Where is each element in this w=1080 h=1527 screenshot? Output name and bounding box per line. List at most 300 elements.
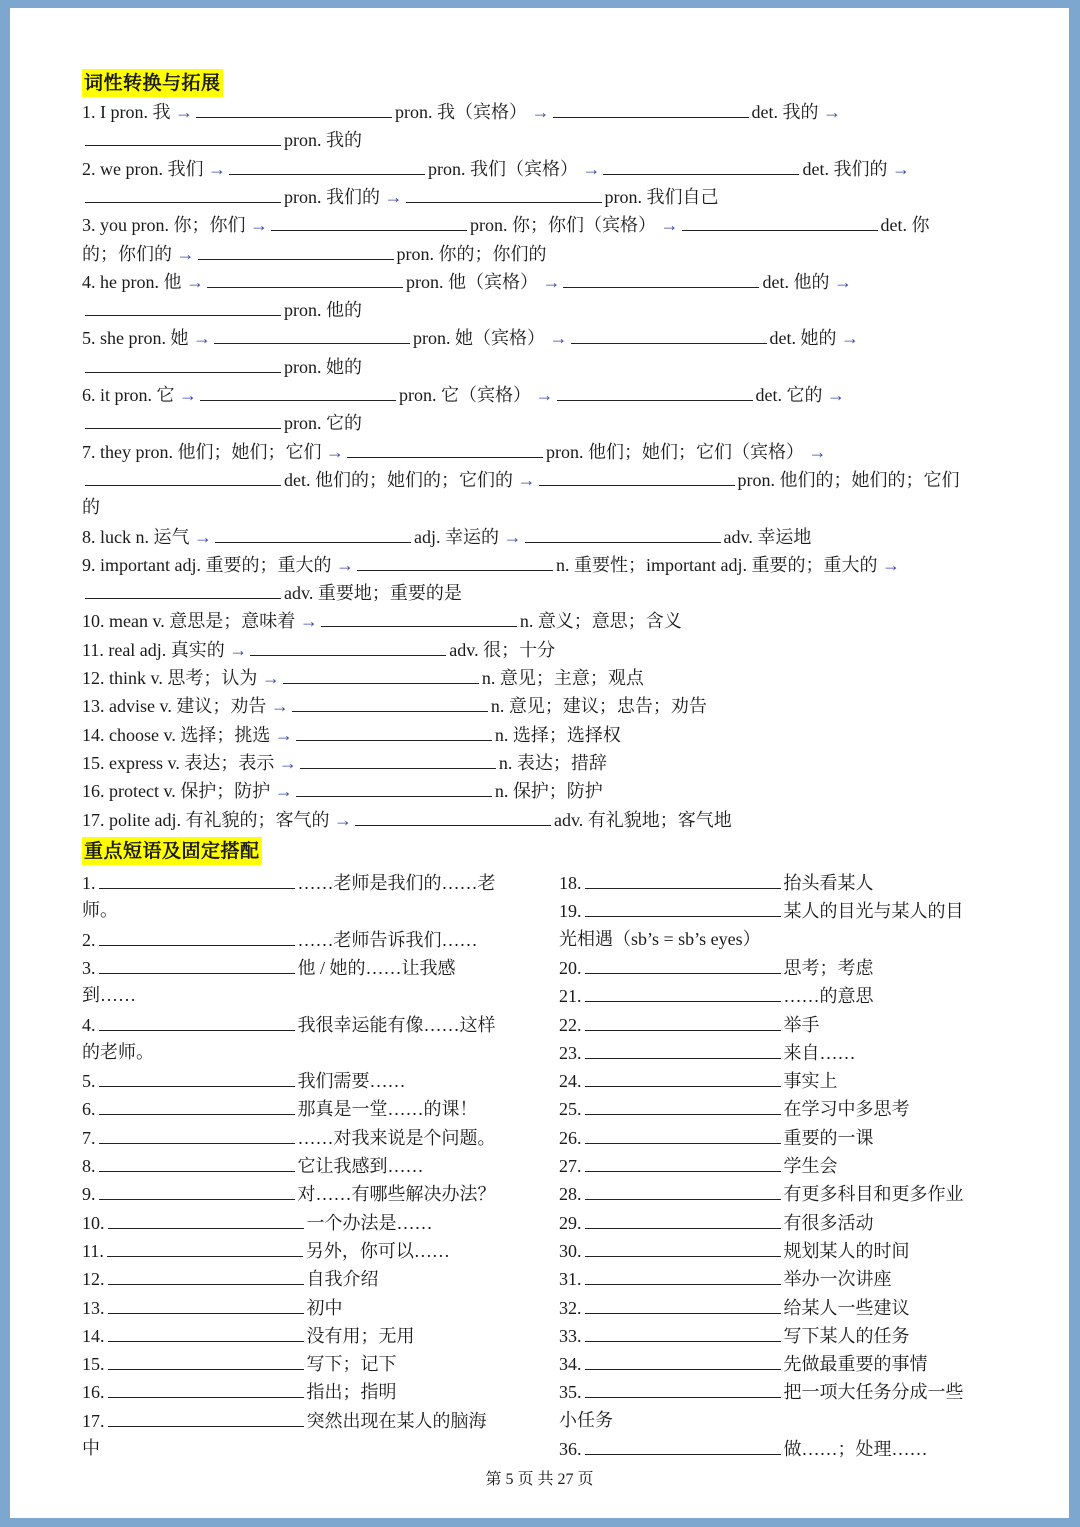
line-text: adv. 有礼貌地；客气地	[553, 809, 732, 830]
answer-blank[interactable]	[525, 522, 721, 543]
line-text: 9. important adj. 重要的；重大的	[82, 554, 336, 575]
arrow-icon: →	[808, 441, 827, 462]
answer-blank[interactable]	[200, 380, 396, 401]
phrase-right-line	[559, 1377, 964, 1405]
answer-blank[interactable]	[585, 1434, 781, 1455]
arrow-icon: →	[175, 102, 193, 122]
line-text: 在学习中多思考	[783, 1099, 910, 1120]
line-text: 5.	[82, 1071, 96, 1092]
answer-blank[interactable]	[585, 1321, 781, 1342]
answer-blank[interactable]	[229, 154, 425, 175]
line-text: 给某人一些建议	[783, 1297, 910, 1318]
phrase-left-line	[82, 1179, 496, 1207]
answer-blank[interactable]	[99, 953, 295, 974]
line-text: n. 意见；建议；忠告；劝告	[490, 696, 707, 717]
line-text: 规划某人的时间	[783, 1240, 910, 1261]
line-text: n. 选择；选择权	[494, 724, 621, 745]
phrase-left-line	[82, 1264, 379, 1292]
line-text: 重要的一课	[783, 1127, 874, 1148]
phrase-right-line	[559, 1349, 928, 1377]
line-text: pron. 我们的	[284, 186, 385, 207]
page-footer: 第 5 页 共 27 页	[485, 1471, 594, 1488]
line-text: 16. protect v. 保护；防护	[82, 781, 275, 802]
line-text: 11. real adj. 真实的	[82, 639, 230, 660]
answer-blank[interactable]	[107, 1236, 303, 1257]
answer-blank[interactable]	[603, 154, 799, 175]
phrase-left-line	[82, 1094, 478, 1122]
line-text: 自我介绍	[306, 1269, 379, 1290]
word-forms-line	[82, 182, 719, 210]
phrase-left-line	[82, 1349, 397, 1377]
answer-blank[interactable]	[108, 1208, 304, 1229]
word-forms-line	[82, 465, 960, 493]
line-text: 9.	[82, 1184, 96, 1205]
answer-blank[interactable]	[85, 125, 281, 146]
phrase-right-line	[559, 1434, 928, 1462]
phrase-right-line	[559, 1151, 838, 1179]
line-text: 1.	[82, 873, 96, 893]
answer-blank[interactable]	[585, 1349, 781, 1370]
phrase-right-line	[559, 1179, 964, 1207]
line-text: 写下；记下	[306, 1354, 397, 1375]
arrow-icon: →	[207, 158, 226, 179]
word-forms-line	[82, 154, 910, 182]
phrase-left-line	[82, 1293, 343, 1321]
answer-blank[interactable]	[585, 868, 781, 889]
line-text: 一个办法是……	[306, 1212, 433, 1233]
line-text: 初中	[306, 1297, 343, 1318]
line-text: 26.	[559, 1127, 582, 1148]
arrow-icon: →	[549, 328, 568, 349]
arrow-icon: →	[542, 271, 561, 292]
line-text: 中	[82, 1438, 100, 1458]
phrase-right-line	[559, 1321, 910, 1349]
answer-blank[interactable]	[85, 182, 281, 203]
answer-blank[interactable]	[539, 465, 735, 486]
line-text: 抬头看某人	[783, 873, 874, 893]
answer-blank[interactable]	[585, 1010, 781, 1031]
word-forms-line	[82, 267, 852, 295]
phrase-left-line	[82, 1066, 406, 1094]
answer-blank[interactable]	[214, 323, 410, 344]
answer-blank[interactable]	[563, 267, 759, 288]
phrase-left-line	[82, 1406, 487, 1434]
arrow-icon: →	[176, 243, 195, 264]
answer-blank[interactable]	[99, 1151, 295, 1172]
line-text: 有更多科目和更多作业	[783, 1184, 964, 1205]
arrow-icon: →	[250, 215, 268, 236]
answer-blank[interactable]	[99, 1179, 295, 1200]
word-forms-line	[82, 239, 547, 267]
line-text: pron. 她的	[284, 356, 362, 377]
line-text: 31.	[559, 1269, 582, 1290]
line-text: 某人的目光与某人的目	[783, 901, 964, 922]
line-text: 指出；指明	[306, 1382, 397, 1403]
line-text: 4. he pron. 他	[82, 271, 186, 292]
answer-blank[interactable]	[85, 408, 281, 429]
line-text: 15.	[82, 1354, 105, 1375]
phrase-left-line	[82, 981, 136, 1009]
arrow-icon: →	[335, 554, 354, 575]
answer-blank[interactable]	[355, 805, 551, 826]
line-text: det. 你	[880, 215, 930, 236]
word-forms-line	[82, 125, 362, 153]
word-forms-line	[82, 748, 607, 776]
line-text: 他 / 她的……让我感	[297, 957, 456, 978]
answer-blank[interactable]	[300, 748, 496, 769]
line-text: det. 她的	[769, 328, 841, 349]
line-text: 思考；考虑	[783, 957, 874, 978]
line-text: 3. you pron. 你；你们	[82, 215, 250, 236]
line-text: 34.	[559, 1354, 582, 1375]
line-text: pron. 你；你们（宾格）	[470, 215, 661, 236]
line-text: 13.	[82, 1297, 105, 1318]
line-text: n. 表达；措辞	[498, 752, 607, 773]
line-text: 18.	[559, 873, 582, 893]
answer-blank[interactable]	[585, 1179, 781, 1200]
answer-blank[interactable]	[99, 868, 295, 889]
arrow-icon: →	[299, 611, 318, 632]
line-text: 小任务	[559, 1409, 613, 1430]
arrow-icon: →	[179, 385, 197, 405]
answer-blank[interactable]	[292, 691, 488, 712]
line-text: pron. 他们的；她们的；它们	[737, 469, 960, 490]
phrase-right-line	[559, 925, 761, 953]
line-text: 17.	[82, 1410, 105, 1431]
answer-blank[interactable]	[321, 606, 517, 627]
line-text: 29.	[559, 1212, 582, 1233]
line-text: 23.	[559, 1042, 582, 1063]
arrow-icon: →	[270, 696, 289, 717]
phrase-left-line	[82, 1010, 496, 1038]
line-text: 到……	[82, 985, 136, 1006]
phrase-left-line	[82, 1151, 424, 1179]
line-text: det. 我们的	[802, 158, 892, 179]
line-text: adv. 幸运地	[723, 526, 812, 547]
word-forms-line	[82, 606, 682, 634]
phrase-right-line	[559, 1010, 820, 1038]
phrase-right-line	[559, 896, 964, 924]
line-text: 先做最重要的事情	[783, 1354, 928, 1375]
phrase-left-line	[82, 1123, 496, 1151]
arrow-icon: →	[823, 102, 841, 122]
arrow-icon: →	[274, 781, 293, 802]
arrow-icon: →	[274, 724, 293, 745]
line-text: 22.	[559, 1014, 582, 1035]
answer-blank[interactable]	[585, 1066, 781, 1087]
answer-blank[interactable]	[99, 1123, 295, 1144]
answer-blank[interactable]	[283, 663, 479, 684]
line-text: 32.	[559, 1297, 582, 1318]
line-text: 另外，你可以……	[305, 1240, 450, 1261]
answer-blank[interactable]	[108, 1321, 304, 1342]
line-text: ……老师是我们的……老	[297, 873, 496, 893]
answer-blank[interactable]	[108, 1406, 304, 1427]
line-text: 举办一次讲座	[783, 1269, 892, 1290]
line-text: 做……；处理……	[783, 1439, 928, 1459]
word-forms-line	[82, 493, 100, 521]
section-title-phrases: 重点短语及固定搭配	[82, 837, 262, 865]
word-forms-line	[82, 550, 900, 578]
word-forms-line	[82, 210, 930, 238]
line-text: 2. we pron. 我们	[82, 158, 208, 179]
line-text: 举手	[783, 1014, 820, 1035]
arrow-icon: →	[535, 385, 554, 405]
line-text: 我很幸运能有像……这样	[297, 1014, 496, 1035]
answer-blank[interactable]	[196, 97, 392, 118]
arrow-icon: →	[194, 526, 212, 547]
word-forms-line	[82, 97, 841, 125]
answer-blank[interactable]	[347, 437, 543, 458]
arrow-icon: →	[660, 215, 679, 236]
phrase-left-line	[82, 953, 456, 981]
line-text: 的老师。	[82, 1041, 154, 1062]
word-forms-line	[82, 380, 845, 408]
phrase-right-line	[559, 1406, 613, 1434]
line-text: pron. 它（宾格）	[399, 385, 536, 405]
arrow-icon: →	[841, 328, 859, 349]
line-text: 光相遇（sb’s = sb’s eyes）	[559, 928, 761, 949]
phrase-right-line	[559, 1066, 838, 1094]
answer-blank[interactable]	[85, 295, 281, 316]
line-text: det. 我的	[751, 102, 823, 122]
answer-blank[interactable]	[99, 1094, 295, 1115]
word-forms-line	[82, 522, 811, 550]
word-forms-line	[82, 805, 732, 833]
phrase-left-line	[82, 925, 478, 953]
phrase-left-line	[82, 868, 496, 896]
phrase-right-line	[559, 1236, 910, 1264]
line-text: n. 保护；防护	[494, 781, 603, 802]
line-text: 7.	[82, 1127, 96, 1148]
line-text: 6.	[82, 1099, 96, 1120]
line-text: 7. they pron. 他们；她们；它们	[82, 441, 326, 462]
line-text: 4.	[82, 1014, 96, 1035]
arrow-icon: →	[384, 186, 403, 207]
phrase-right-line	[559, 1094, 910, 1122]
arrow-icon: →	[333, 809, 352, 830]
line-text: 的；你们的	[82, 243, 177, 264]
answer-blank[interactable]	[406, 182, 602, 203]
line-text: 35.	[559, 1382, 582, 1403]
answer-blank[interactable]	[585, 896, 781, 917]
arrow-icon: →	[531, 102, 550, 122]
answer-blank[interactable]	[108, 1349, 304, 1370]
line-text: adv. 重要地；重要的是	[284, 583, 462, 604]
line-text: 36.	[559, 1439, 582, 1459]
phrase-left-line	[82, 896, 118, 924]
answer-blank[interactable]	[357, 550, 553, 571]
line-text: n. 意见；主意；观点	[481, 668, 644, 688]
arrow-icon: →	[827, 385, 845, 405]
line-text: pron. 我的	[284, 130, 362, 151]
word-forms-line	[82, 635, 555, 663]
line-text: n. 重要性；important adj. 重要的；重大的	[555, 554, 882, 575]
arrow-icon: →	[325, 441, 344, 462]
arrow-icon: →	[193, 328, 211, 349]
line-text: 学生会	[783, 1156, 838, 1176]
arrow-icon: →	[582, 158, 601, 179]
line-text: ……的意思	[783, 986, 874, 1007]
line-text: 8. luck n. 运气	[82, 526, 194, 547]
section-title-word-forms: 词性转换与拓展	[82, 69, 223, 97]
arrow-icon: →	[278, 752, 297, 773]
answer-blank[interactable]	[585, 1038, 781, 1059]
line-text: 14.	[82, 1325, 105, 1346]
arrow-icon: →	[833, 271, 852, 292]
line-text: 来自……	[783, 1042, 856, 1063]
word-forms-line	[82, 578, 462, 606]
line-text: 有很多活动	[783, 1212, 874, 1233]
answer-blank[interactable]	[585, 1236, 781, 1257]
line-text: 5. she pron. 她	[82, 328, 193, 349]
line-text: 13. advise v. 建议；劝告	[82, 696, 271, 717]
line-text: 突然出现在某人的脑海	[306, 1410, 487, 1431]
answer-blank[interactable]	[571, 323, 767, 344]
answer-blank[interactable]	[585, 1123, 781, 1144]
line-text: n. 意义；意思；含义	[519, 611, 682, 632]
line-text: pron. 我（宾格）	[395, 102, 532, 122]
line-text: 20.	[559, 957, 582, 978]
line-text: 3.	[82, 957, 96, 978]
word-forms-line	[82, 691, 707, 719]
phrase-right-line	[559, 868, 874, 896]
line-text: 21.	[559, 986, 582, 1007]
document-page	[10, 8, 1069, 1518]
line-text: 24.	[559, 1071, 582, 1092]
answer-blank[interactable]	[585, 1377, 781, 1398]
answer-blank[interactable]	[99, 1010, 295, 1031]
line-text: pron. 他（宾格）	[405, 271, 543, 292]
answer-blank[interactable]	[585, 953, 781, 974]
answer-blank[interactable]	[585, 1094, 781, 1115]
answer-blank[interactable]	[108, 1293, 304, 1314]
arrow-icon: →	[517, 469, 536, 490]
word-forms-line	[82, 295, 362, 323]
line-text: 12. think v. 思考；认为	[82, 668, 262, 688]
answer-blank[interactable]	[108, 1377, 304, 1398]
line-text: ……老师告诉我们……	[297, 929, 478, 950]
line-text: pron. 他们；她们；它们（宾格）	[545, 441, 809, 462]
line-text: pron. 我们自己	[604, 186, 719, 207]
answer-blank[interactable]	[99, 1066, 295, 1087]
answer-blank[interactable]	[296, 720, 492, 741]
line-text: det. 它的	[755, 385, 827, 405]
answer-blank[interactable]	[585, 1151, 781, 1172]
line-text: 30.	[559, 1240, 582, 1261]
phrase-right-line	[559, 1123, 874, 1151]
line-text: 它让我感到……	[297, 1156, 424, 1176]
phrase-left-line	[82, 1321, 415, 1349]
word-forms-line	[82, 323, 859, 351]
line-text: 17. polite adj. 有礼貌的；客气的	[82, 809, 334, 830]
answer-blank[interactable]	[585, 1208, 781, 1229]
answer-blank[interactable]	[207, 267, 403, 288]
line-text: pron. 它的	[284, 413, 362, 434]
answer-blank[interactable]	[557, 380, 753, 401]
answer-blank[interactable]	[682, 210, 878, 231]
answer-blank[interactable]	[250, 635, 446, 656]
answer-blank[interactable]	[296, 776, 492, 797]
phrase-right-line	[559, 1264, 892, 1292]
line-text: 我们需要……	[297, 1071, 406, 1092]
line-text: 对……有哪些解决办法？	[297, 1184, 496, 1205]
answer-blank[interactable]	[99, 925, 295, 946]
answer-blank[interactable]	[585, 981, 781, 1002]
line-text: 11.	[82, 1240, 104, 1261]
word-forms-line	[82, 776, 603, 804]
phrase-left-line	[82, 1377, 397, 1405]
line-text: 28.	[559, 1184, 582, 1205]
word-forms-line	[82, 437, 826, 465]
arrow-icon: →	[261, 668, 280, 688]
line-text: 16.	[82, 1382, 105, 1403]
line-text: 1. I pron. 我	[82, 102, 175, 122]
line-text: 那真是一堂……的课！	[297, 1099, 478, 1120]
phrase-left-line	[82, 1208, 433, 1236]
answer-blank[interactable]	[271, 210, 467, 231]
arrow-icon: →	[229, 639, 248, 660]
line-text: 事实上	[783, 1071, 838, 1092]
answer-blank[interactable]	[585, 1264, 781, 1285]
line-text: 27.	[559, 1156, 582, 1176]
answer-blank[interactable]	[585, 1293, 781, 1314]
line-text: adv. 很；十分	[449, 639, 556, 660]
answer-blank[interactable]	[553, 97, 749, 118]
line-text: 师。	[82, 900, 118, 921]
phrase-right-line	[559, 981, 874, 1009]
arrow-icon: →	[881, 554, 900, 575]
word-forms-line	[82, 352, 362, 380]
answer-blank[interactable]	[85, 352, 281, 373]
line-text: 33.	[559, 1325, 582, 1346]
line-text: 2.	[82, 929, 96, 950]
line-text: 没有用；无用	[306, 1325, 415, 1346]
phrase-right-line	[559, 1293, 910, 1321]
arrow-icon: →	[891, 158, 910, 179]
line-text: 15. express v. 表达；表示	[82, 752, 279, 773]
phrase-right-line	[559, 1208, 874, 1236]
phrase-right-line	[559, 1038, 856, 1066]
line-text: 的	[82, 497, 100, 518]
line-text: 8.	[82, 1156, 96, 1176]
line-text: 写下某人的任务	[783, 1325, 910, 1346]
line-text: 把一项大任务分成一些	[783, 1382, 964, 1403]
answer-blank[interactable]	[85, 578, 281, 599]
line-text: 14. choose v. 选择；挑选	[82, 724, 275, 745]
word-forms-line	[82, 720, 621, 748]
line-text: ……对我来说是个问题。	[297, 1127, 496, 1148]
line-text: pron. 她（宾格）	[413, 328, 550, 349]
line-text: pron. 我们（宾格）	[427, 158, 583, 179]
line-text: 25.	[559, 1099, 582, 1120]
answer-blank[interactable]	[198, 239, 394, 260]
line-text: pron. 他的	[284, 300, 362, 321]
answer-blank[interactable]	[108, 1264, 304, 1285]
line-text: 12.	[82, 1269, 105, 1290]
word-forms-line	[82, 663, 644, 691]
answer-blank[interactable]	[215, 522, 411, 543]
line-text: det. 他们的；她们的；它们的	[284, 469, 518, 490]
line-text: 19.	[559, 901, 582, 922]
word-forms-line	[82, 408, 362, 436]
phrase-left-line	[82, 1434, 100, 1462]
arrow-icon: →	[185, 271, 204, 292]
arrow-icon: →	[503, 526, 522, 547]
phrase-left-line	[82, 1236, 450, 1264]
line-text: pron. 你的；你们的	[396, 243, 547, 264]
answer-blank[interactable]	[85, 465, 281, 486]
